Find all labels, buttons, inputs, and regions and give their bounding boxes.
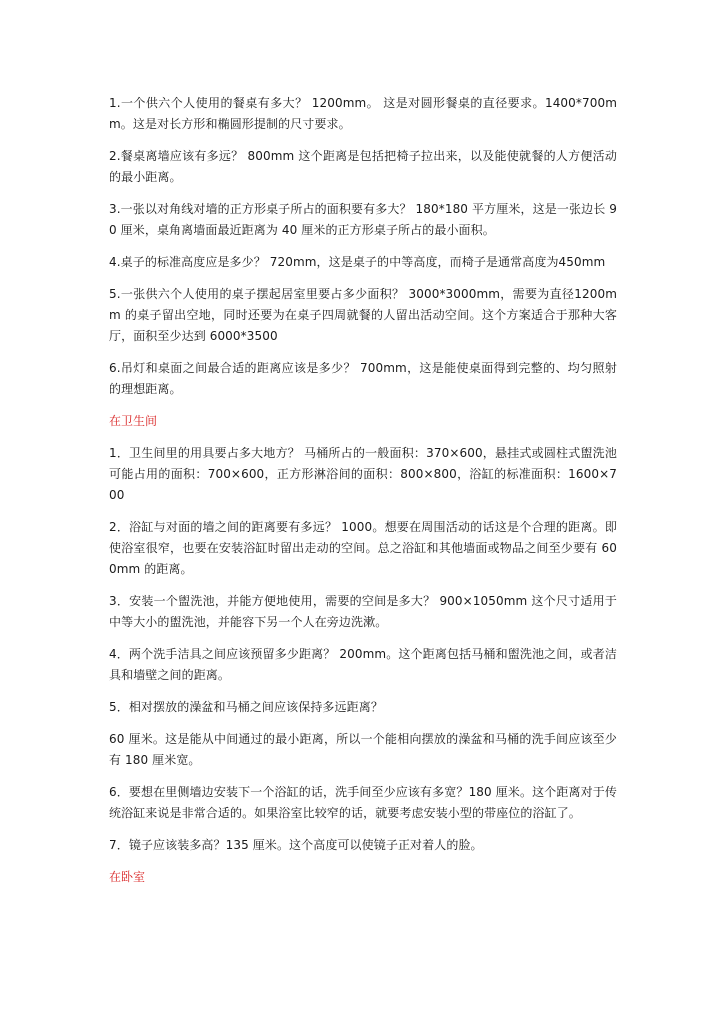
section-heading-bathroom: 在卫生间 xyxy=(109,414,158,428)
bathroom-item-6: 6．要想在里侧墙边安装下一个浴缸的话，洗手间至少应该有多宽？180 厘米。这个距离对于传统浴缸来说是非常合适的。如果浴室比较窄的话，就要考虑安装小型的带座位的浴缸了。 xyxy=(109,785,617,820)
dining-item-5: 5.一张供六个人使用的桌子摆起居室里要占多少面积？ 3000*3000mm，需要为直径1200mm 的桌子留出空地，同时还要为在桌子四周就餐的人留出活动空间。这个方案适合于那种大客厅，面积至少达到 6000*3500 xyxy=(109,287,617,343)
dining-item-2: 2.餐桌离墙应该有多远？ 800mm 这个距离是包括把椅子拉出来，以及能使就餐的人方便活动的最小距离。 xyxy=(109,149,617,184)
dining-item-6: 6.吊灯和桌面之间最合适的距离应该是多少？ 700mm，这是能使桌面得到完整的、均匀照射的理想距离。 xyxy=(109,361,617,396)
bathroom-item-1: 1．卫生间里的用具要占多大地方？ 马桶所占的一般面积：370×600，悬挂式或圆柱式盥洗池可能占用的面积：700×600，正方形淋浴间的面积：800×800，浴缸的标准面积：1600×700 xyxy=(109,446,617,502)
bathroom-item-4: 4．两个洗手洁具之间应该预留多少距离？ 200mm。这个距离包括马桶和盥洗池之间，或者洁具和墙壁之间的距离。 xyxy=(109,647,617,682)
section-heading-bedroom: 在卧室 xyxy=(109,870,146,884)
bathroom-item-2: 2．浴缸与对面的墙之间的距离要有多远？ 1000。想要在周围活动的话这是个合理的距离。即使浴室很窄，也要在安装浴缸时留出走动的空间。总之浴缸和其他墙面或物品之间至少要有 600mm 的距离。 xyxy=(109,520,617,576)
bathroom-item-3: 3．安装一个盥洗池，并能方便地使用，需要的空间是多大？ 900×1050mm 这个尺寸适用于中等大小的盥洗池，并能容下另一个人在旁边洗漱。 xyxy=(109,594,617,629)
dining-item-3: 3.一张以对角线对墙的正方形桌子所占的面积要有多大？ 180*180 平方厘米，这是一张边长 90 厘米，桌角离墙面最近距离为 40 厘米的正方形桌子所占的最小面积。 xyxy=(109,202,617,237)
bathroom-item-5: 5．相对摆放的澡盆和马桶之间应该保持多远距离？ xyxy=(109,700,383,714)
dining-item-1: 1.一个供六个人使用的餐桌有多大？ 1200mm。 这是对圆形餐桌的直径要求。1400*700mm。这是对长方形和椭圆形提制的尺寸要求。 xyxy=(109,96,617,131)
bathroom-item-7: 7．镜子应该装多高？135 厘米。这个高度可以使镜子正对着人的脸。 xyxy=(109,838,483,852)
document-body xyxy=(109,93,617,899)
bathroom-item-5-answer: 60 厘米。这是能从中间通过的最小距离，所以一个能相向摆放的澡盆和马桶的洗手间应该至少有 180 厘米宽。 xyxy=(109,732,617,767)
dining-item-4: 4.桌子的标准高度应是多少？ 720mm，这是桌子的中等高度，而椅子是通常高度为450mm xyxy=(109,255,606,269)
